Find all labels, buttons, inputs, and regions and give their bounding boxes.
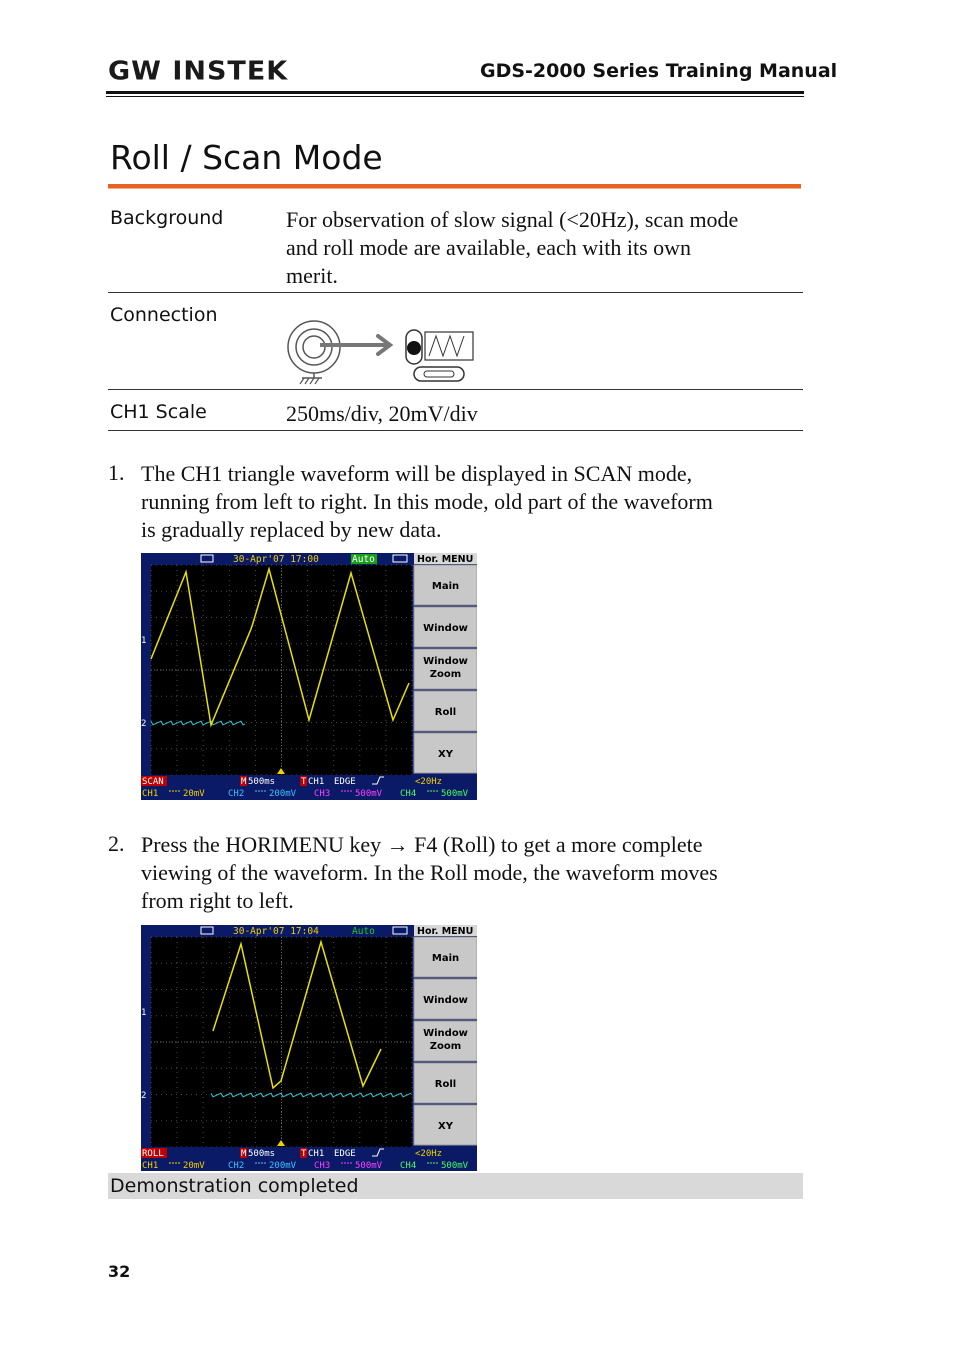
softkey <box>414 1021 477 1061</box>
ch4-label: CH4 <box>400 1161 417 1171</box>
ch1-marker: 1 <box>141 1008 147 1018</box>
ch1-scale: 20mV <box>183 1161 205 1171</box>
ch3-scale: 500mV <box>355 1161 383 1171</box>
trigger-type: EDGE <box>334 777 356 787</box>
softkey-label: Window <box>423 995 468 1006</box>
step-number: 2. <box>108 831 125 856</box>
connection-diagram <box>284 320 474 386</box>
page-title: Roll / Scan Mode <box>110 138 383 177</box>
title-underline-light <box>108 188 801 189</box>
trigger-source: CH1 <box>308 1149 325 1159</box>
m-marker: M <box>241 777 247 787</box>
softkey <box>414 649 477 689</box>
table-rule <box>108 430 803 431</box>
softkey-label: Window <box>423 623 468 634</box>
softkey-label: Main <box>431 581 460 592</box>
ch1-label: CH1 <box>142 789 159 799</box>
manual-title: GDS-2000 Series Training Manual <box>480 60 838 82</box>
ch2-marker: 2 <box>141 719 147 729</box>
oscilloscope-screenshot-roll <box>141 925 477 1171</box>
ch1-scale: 20mV <box>183 789 205 799</box>
header-rule <box>106 91 804 94</box>
trigger-status: Auto <box>352 926 375 937</box>
page-number: 32 <box>108 1262 131 1281</box>
ch3-scale: 500mV <box>355 789 383 799</box>
softkey <box>414 1105 477 1145</box>
menu-title: Hor. MENU <box>417 926 474 937</box>
t-marker: T <box>301 1149 307 1159</box>
t-marker: T <box>301 777 307 787</box>
ch2-marker: 2 <box>141 1091 147 1101</box>
table-rule <box>108 292 803 293</box>
connection-label: Connection <box>110 304 218 326</box>
function-generator-icon <box>406 330 473 381</box>
datetime: 30-Apr'07 17:00 <box>233 554 319 565</box>
timebase: 500ms <box>248 1149 276 1159</box>
ch3-label: CH3 <box>314 1161 331 1171</box>
ch2-scale: 200mV <box>269 1161 297 1171</box>
softkey-label: Zoom <box>429 669 462 680</box>
background-text-line1: For observation of slow signal (<20Hz), scan mode <box>286 207 739 232</box>
ch3-label: CH3 <box>314 789 331 799</box>
header-rule-thin <box>106 96 804 97</box>
m-marker: M <box>241 1149 247 1159</box>
ch4-scale: 500mV <box>441 1161 469 1171</box>
ch4-scale: 500mV <box>441 789 469 799</box>
ch2-label: CH2 <box>228 1161 245 1171</box>
bnc-connector-icon <box>288 321 340 384</box>
step-number: 1. <box>108 460 125 485</box>
oscilloscope-screenshot-scan <box>141 553 477 800</box>
ch1-label: CH1 <box>142 1161 159 1171</box>
acq-mode: ROLL <box>142 1149 164 1159</box>
softkey-label: Roll <box>434 1079 457 1090</box>
background-text-line2: and roll mode are available, each with its own <box>286 235 692 260</box>
softkey <box>414 691 477 731</box>
ch2-label: CH2 <box>228 789 245 799</box>
background-text-line3: merit. <box>286 263 338 288</box>
step-text-line: The CH1 triangle waveform will be displayed in SCAN mode, <box>141 461 693 486</box>
softkey-label: Roll <box>434 707 457 718</box>
softkey <box>414 979 477 1019</box>
step-text-line: viewing of the waveform. In the Roll mode, the waveform moves <box>141 860 718 885</box>
trigger-frequency: <20Hz <box>415 777 443 787</box>
softkey-label: XY <box>438 749 453 760</box>
softkey-label: Zoom <box>429 1041 462 1052</box>
step-text-line: from right to left. <box>141 888 294 913</box>
softkey-label: XY <box>438 1121 453 1132</box>
demo-completed-text: Demonstration completed <box>110 1175 359 1197</box>
ch2-scale: 200mV <box>269 789 297 799</box>
background-label: Background <box>110 207 224 229</box>
softkey-label: Window <box>423 656 468 667</box>
trigger-frequency: <20Hz <box>415 1149 443 1159</box>
softkey <box>414 937 477 977</box>
ch1-marker: 1 <box>141 636 147 646</box>
table-rule <box>108 389 803 390</box>
step-text-line: is gradually replaced by new data. <box>141 517 442 542</box>
step-text-line: Press the HORIMENU key → F4 (Roll) to get a more complete <box>141 832 703 857</box>
softkey-label: Main <box>431 953 460 964</box>
trigger-source: CH1 <box>308 777 325 787</box>
trigger-status: Auto <box>352 554 375 565</box>
brand-logo: GW INSTEK <box>108 56 289 87</box>
datetime: 30-Apr'07 17:04 <box>233 926 319 937</box>
ch1-scale-value: 250ms/div, 20mV/div <box>286 401 478 426</box>
acq-mode: SCAN <box>142 777 164 787</box>
softkey <box>414 565 477 605</box>
step-text-line: running from left to right. In this mode, old part of the waveform <box>141 489 713 514</box>
softkey <box>414 607 477 647</box>
menu-title: Hor. MENU <box>417 554 474 565</box>
softkey <box>414 733 477 773</box>
softkey-label: Window <box>423 1028 468 1039</box>
trigger-type: EDGE <box>334 1149 356 1159</box>
ch4-label: CH4 <box>400 789 417 799</box>
ch1-scale-label: CH1 Scale <box>110 401 207 423</box>
softkey <box>414 1063 477 1103</box>
timebase: 500ms <box>248 777 276 787</box>
